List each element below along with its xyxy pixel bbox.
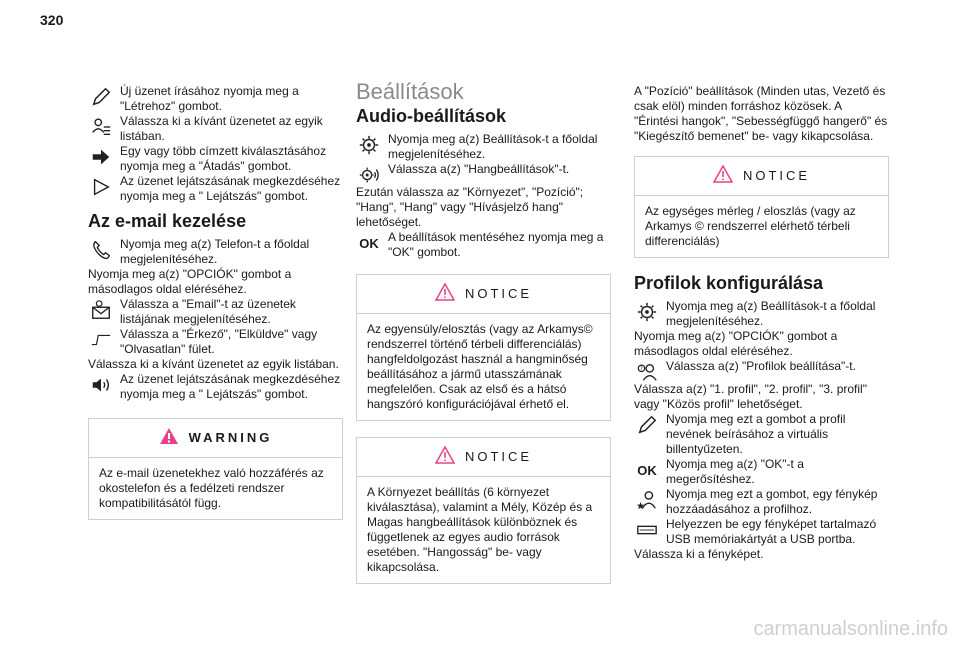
notice-header <box>357 275 610 314</box>
notice-box-3 <box>634 156 889 258</box>
step-compose <box>88 84 343 114</box>
notice-header <box>635 157 888 196</box>
step-text: Az üzenet lejátszásának megkezdéséhez nyomja meg a " Lejátszás" gombot. <box>120 174 341 203</box>
gear-icon <box>356 132 382 158</box>
notice-title: NOTICE <box>742 168 811 183</box>
step-text: Nyomja meg a(z) Telefon-t a főoldal megjelenítéséhez. <box>120 237 310 266</box>
step-text: Válassza a(z) "Profilok beállítása"-t. <box>666 359 856 373</box>
forward-arrow-icon <box>88 144 114 170</box>
email-step-email <box>88 297 343 327</box>
email-step-play <box>88 372 343 402</box>
profile-step-profiles <box>634 359 889 374</box>
warning-box <box>88 418 343 520</box>
step-text: Válassza a "Érkező", "Elküldve" vagy "Olvasatlan" fület. <box>120 327 318 356</box>
profile-photo-icon <box>634 487 660 513</box>
audio-step-sound <box>356 162 611 177</box>
notice-text: Az egyensúly/elosztás (vagy az Arkamys© rendszerrel történő térbeli differenciálás) hangfeldolgozást használ a hangminőség beállításához a jármű utasszámának megfelelően. Csak az első és a hátsó hangszóró konfigurációjával érhető el. <box>367 322 593 411</box>
profile-step-select-photo: Válassza ki a fényképet. <box>634 547 764 561</box>
notice-box-2 <box>356 437 611 584</box>
profile-step-settings <box>634 299 889 329</box>
tab-icon <box>88 327 114 353</box>
notice-triangle-icon <box>435 283 455 304</box>
profile-step-photo <box>634 487 889 517</box>
play-icon <box>88 174 114 200</box>
step-text: A beállítások mentéséhez nyomja meg a "OK" gombot. <box>388 230 604 259</box>
profile-question-icon <box>634 359 660 385</box>
audio-settings-heading: Audio-beállítások <box>356 106 507 126</box>
notice-title: NOTICE <box>464 449 533 464</box>
warning-text: Az e-mail üzenetekhez való hozzáférés az okostelefon és a fedélzeti rendszer kompatibilitásától függ. <box>99 466 324 510</box>
gear-sound-icon <box>356 162 382 188</box>
notice-triangle-icon <box>713 165 733 186</box>
email-step-tabs <box>88 327 343 357</box>
phone-icon <box>88 237 114 263</box>
email-step-phone <box>88 237 343 267</box>
email-heading: Az e-mail kezelése <box>88 211 247 231</box>
profile-step-options: Nyomja meg a(z) "OPCIÓK" gombot a másodlagos oldal eléréséhez. <box>634 329 838 358</box>
speaker-icon <box>88 372 114 398</box>
audio-step-choose: Ezután válassza az "Környezet", "Pozíció"; "Hang", "Hang" vagy "Hívásjelző hang" lehetőséget. <box>356 185 584 229</box>
ok-icon: OK <box>359 235 379 251</box>
profiles-heading: Profilok konfigurálása <box>634 273 824 293</box>
profile-step-choose: Válassza a(z) "1. profil", "2. profil", "3. profil" vagy "Közös profil" lehetőséget. <box>634 382 867 411</box>
step-text: Az üzenet lejátszásának megkezdéséhez nyomja meg a " Lejátszás" gombot. <box>120 372 341 401</box>
step-text: Nyomja meg ezt a gombot, egy fénykép hozzáadásához a profilhoz. <box>666 487 878 516</box>
column-1 <box>88 84 343 526</box>
gear-icon <box>634 299 660 325</box>
step-text: Válassza ki a kívánt üzenetet az egyik listában. <box>120 114 323 143</box>
step-play <box>88 174 343 204</box>
position-settings-text: A "Pozíció" beállítások (Minden utas, Vezető és csak elöl) minden forráshoz közösek. A "Érintési hangok", "Sebességfüggő hangerő" és "Kiegészítő bemenet" be- vagy kikapcsolása. <box>634 84 888 143</box>
email-step-select: Válassza ki a kívánt üzenetet az egyik listában. <box>88 357 339 371</box>
profile-step-ok <box>634 457 889 487</box>
column-3 <box>634 84 889 562</box>
step-text: Egy vagy több címzett kiválasztásához nyomja meg a "Átadás" gombot. <box>120 144 327 173</box>
notice-box-1 <box>356 274 611 421</box>
step-text: Új üzenet írásához nyomja meg a "Létrehoz" gombot. <box>120 84 299 113</box>
settings-heading: Beállítások <box>356 79 464 104</box>
step-text: Nyomja meg a(z) Beállítások-t a főoldal megjelenítéséhez. <box>666 299 876 328</box>
page-number: 320 <box>40 12 64 28</box>
notice-text: A Környezet beállítás (6 környezet kiválasztása), valamint a Mély, Közép és a Magas hangbeállítások különböznek és függetlenek az egyes audio források esetében. "Hangosság" be- vagy kikapcsolása. <box>367 485 593 574</box>
column-2 <box>356 79 611 590</box>
email-step-options: Nyomja meg a(z) "OPCIÓK" gombot a másodlagos oldal eléréséhez. <box>88 267 292 296</box>
step-text: Nyomja meg a(z) "OK"-t a megerősítéshez. <box>666 457 804 486</box>
email-icon <box>88 297 114 323</box>
warning-triangle-icon <box>159 427 179 448</box>
step-select-message <box>88 114 343 144</box>
notice-title: NOTICE <box>464 286 533 301</box>
warning-title: WARNING <box>188 430 273 445</box>
usb-card-icon <box>634 517 660 543</box>
audio-step-ok <box>356 230 611 260</box>
watermark: carmanualsonline.info <box>753 618 948 640</box>
audio-step-settings <box>356 132 611 162</box>
pencil-icon <box>634 412 660 438</box>
ok-icon: OK <box>637 462 657 478</box>
step-text: Helyezzen be egy fényképet tartalmazó USB memóriakártyát a USB portba. <box>666 517 877 546</box>
profile-step-usb <box>634 517 889 547</box>
profile-step-name <box>634 412 889 457</box>
step-text: Válassza a "Email"-t az üzenetek listájának megjelenítéséhez. <box>120 297 296 326</box>
step-text: Válassza a(z) "Hangbeállítások"-t. <box>388 162 570 176</box>
notice-triangle-icon <box>435 446 455 467</box>
notice-header <box>357 438 610 477</box>
step-text: Nyomja meg a(z) Beállítások-t a főoldal megjelenítéséhez. <box>388 132 598 161</box>
svg-text:?: ? <box>639 366 643 373</box>
list-person-icon <box>88 114 114 140</box>
pencil-icon <box>88 84 114 110</box>
notice-text: Az egységes mérleg / eloszlás (vagy az Arkamys © rendszerrel elérhető térbeli differenciálás) <box>645 204 856 248</box>
step-forward <box>88 144 343 174</box>
step-text: Nyomja meg ezt a gombot a profil nevének beírásához a virtuális billentyűzeten. <box>666 412 846 456</box>
warning-header <box>89 419 342 458</box>
